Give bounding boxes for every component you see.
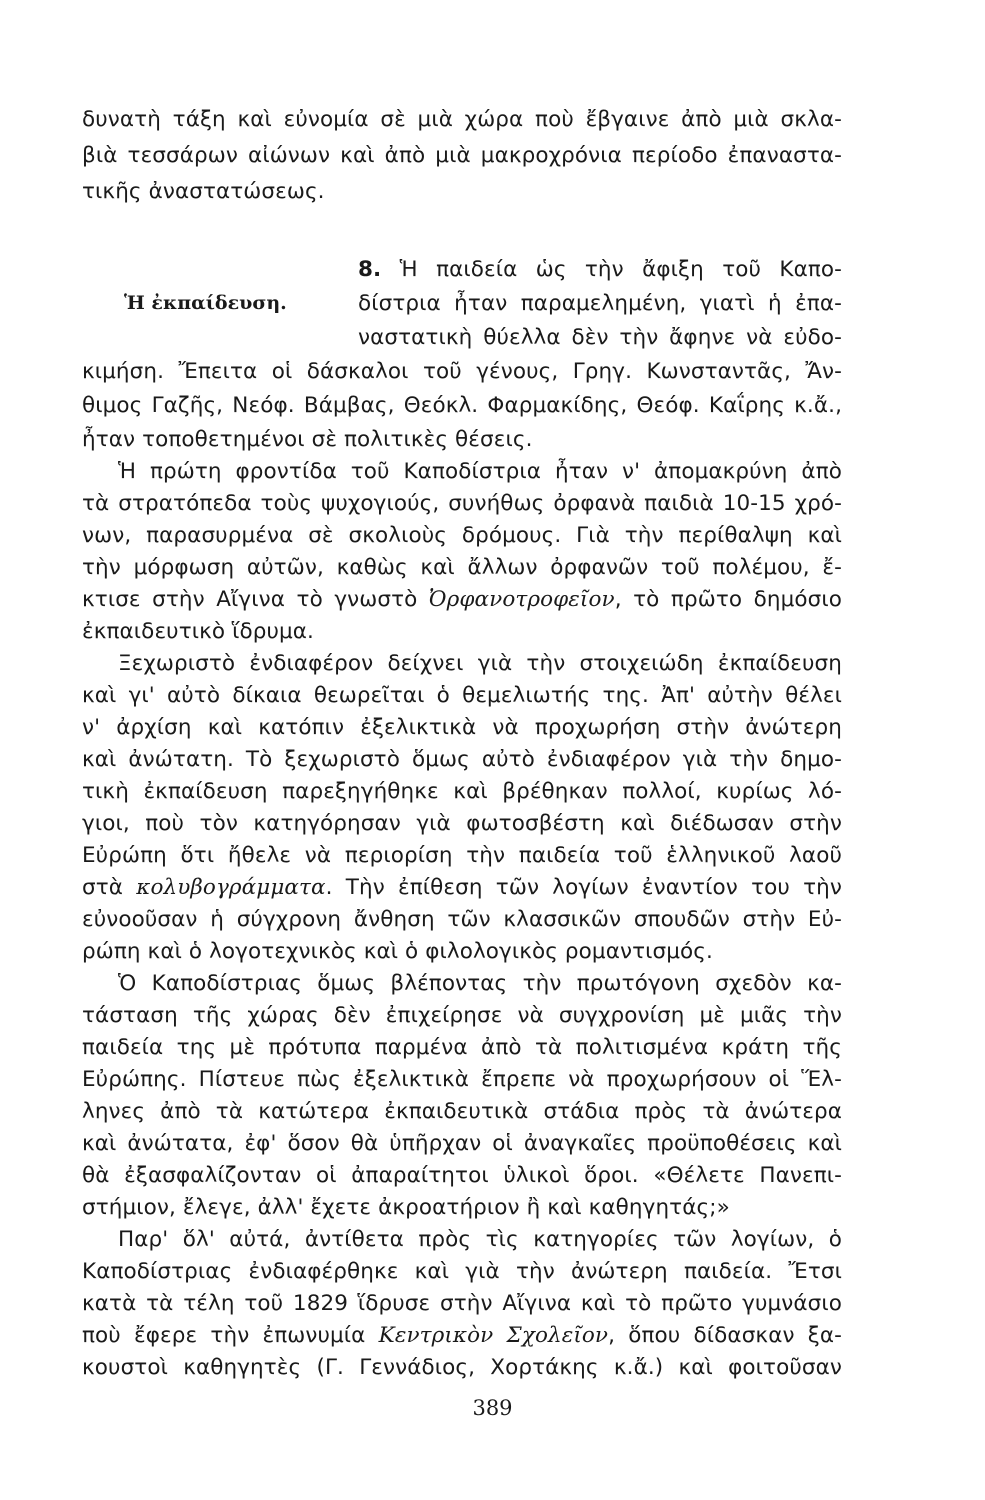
- text-span: κτισε στὴν Αἴγινα τὸ γνωστὸ: [82, 587, 418, 612]
- text-line: [82, 874, 842, 902]
- text-span: ποὺ ἔφερε τὴν ἐπωνυμία: [82, 1323, 366, 1348]
- text-line: [82, 1322, 842, 1350]
- text-line: τικὴ ἐκπαίδευση παρεξηγήθηκε καὶ βρέθηκαν πολλοί, κυρίως λό-: [82, 779, 842, 804]
- section-number: 8.: [358, 257, 382, 282]
- text-line: ναστατικὴ θύελλα δὲν τὴν ἄφηνε νὰ εὐδο-: [358, 325, 842, 350]
- text-line: [82, 1354, 842, 1382]
- page-number: 389: [472, 1396, 513, 1420]
- text-line: [82, 586, 842, 614]
- text-line: τὴν μόρφωση αὐτῶν, καθὼς καὶ ἄλλων ὀρφανῶν τοῦ πολέμου, ἔ-: [82, 555, 842, 580]
- text-line: βιὰ τεσσάρων αἰώνων καὶ ἀπὸ μιὰ μακροχρόνια περίοδο ἐπαναστα-: [82, 143, 842, 168]
- text-span: κατὰ τὰ τέλη τοῦ 1829 ἵδρυσε στὴν Αἴγινα καὶ τὸ πρῶτο γυμνάσιο: [82, 1291, 842, 1316]
- text-span: . Τὴν ἐπίθεση τῶν λογίων ἐναντίον του τὴν: [325, 875, 842, 900]
- text-line: εὐνοοῦσαν ἡ σύγχρονη ἄνθηση τῶν κλασσικῶν σπουδῶν στὴν Εὐ-: [82, 907, 842, 932]
- text-line: τάσταση τῆς χώρας δὲν ἐπιχείρησε νὰ συγχρονίση μὲ μιᾶς τὴν: [82, 1003, 842, 1028]
- side-heading: Ἡ ἐκπαίδευση.: [124, 292, 287, 314]
- italic-title: Κεντρικὸν Σχολεῖον: [378, 1323, 609, 1348]
- text-line: [82, 1290, 842, 1318]
- italic-title: Ὀρφανοτροφεῖον: [428, 587, 615, 612]
- text-line: θὰ ἐξασφαλίζονταν οἱ ἀπαραίτητοι ὑλικοὶ ὅροι. «Θέλετε Πανεπι-: [82, 1163, 842, 1188]
- text-line: στήμιον, ἔλεγε, ἀλλ' ἔχετε ἀκροατήριον ἢ καὶ καθηγητάς;»: [82, 1195, 730, 1220]
- text-line: παιδεία της μὲ πρότυπα παρμένα ἀπὸ τὰ πολιτισμένα κράτη τῆς: [82, 1035, 842, 1060]
- text-span: Καποδίστριας ἐνδιαφέρθηκε καὶ γιὰ τὴν ἀνώτερη παιδεία. Ἔτσι: [82, 1259, 842, 1284]
- text-line: ν' ἀρχίση καὶ κατόπιν ἐξελικτικὰ νὰ προχωρήση στὴν ἀνώτερη: [82, 715, 842, 740]
- text-line: [82, 1258, 842, 1286]
- text-line: τὰ στρατόπεδα τοὺς ψυχογιούς, συνήθως ὀρφανὰ παιδιὰ 10-15 χρό-: [82, 491, 842, 516]
- text-line: δίστρια ἦταν παραμελημένη, γιατὶ ἡ ἐπα-: [358, 291, 842, 316]
- paragraph-first-line: Ἡ πρώτη φροντίδα τοῦ Καποδίστρια ἦταν ν' ἀπομακρύνη ἀπὸ: [118, 459, 842, 484]
- text-line: καὶ ἀνώτατα, ἐφ' ὅσον θὰ ὑπῆρχαν οἱ ἀναγκαῖες προϋποθέσεις καὶ: [82, 1131, 842, 1156]
- text-span: στὰ: [82, 875, 124, 900]
- text-line: καὶ ἀνώτατη. Τὸ ξεχωριστὸ ὅμως αὐτὸ ἐνδιαφέρον γιὰ τὴν δημο-: [82, 747, 842, 772]
- text-line: τικῆς ἀναστατώσεως.: [82, 179, 325, 204]
- text-line: νων, παρασυρμένα σὲ σκολιοὺς δρόμους. Γιὰ τὴν περίθαλψη καὶ: [82, 523, 842, 548]
- text-line: δυνατὴ τάξη καὶ εὐνομία σὲ μιὰ χώρα ποὺ ἔβγαινε ἀπὸ μιὰ σκλα-: [82, 107, 842, 132]
- text-line: γιοι, ποὺ τὸν κατηγόρησαν γιὰ φωτοσβέστη καὶ διέδωσαν στὴν: [82, 811, 842, 836]
- paragraph-first-line: Ξεχωριστὸ ἐνδιαφέρον δείχνει γιὰ τὴν στοιχειώδη ἐκπαίδευση: [118, 651, 842, 676]
- paragraph-first-line: [118, 1226, 842, 1254]
- text-line: Εὐρώπη ὅτι ἤθελε νὰ περιορίση τὴν παιδεία τοῦ ἑλληνικοῦ λαοῦ: [82, 843, 842, 868]
- text-span: κουστοὶ καθηγητὲς (Γ. Γεννάδιος, Χορτάκης κ.ἄ.) καὶ φοιτοῦσαν: [82, 1355, 842, 1380]
- italic-term: κολυβογράμματα: [136, 875, 326, 900]
- text-span: , τὸ πρῶτο δημόσιο: [614, 587, 842, 612]
- text-line: καὶ γι' αὐτὸ δίκαια θεωρεῖται ὁ θεμελιωτής της. Ἀπ' αὐτὴν θέλει: [82, 683, 842, 708]
- text-line: ἐκπαιδευτικὸ ἵδρυμα.: [82, 619, 314, 644]
- paragraph-first-line: Ὁ Καποδίστριας ὅμως βλέποντας τὴν πρωτόγονη σχεδὸν κα-: [118, 971, 842, 996]
- text-span: , ὅπου δίδασκαν ξα-: [608, 1323, 842, 1348]
- text-line: ληνες ἀπὸ τὰ κατώτερα ἐκπαιδευτικὰ στάδια πρὸς τὰ ἀνώτερα: [82, 1099, 842, 1124]
- text-line: θιμος Γαζῆς, Νεόφ. Βάμβας, Θεόκλ. Φαρμακίδης, Θεόφ. Καΐρης κ.ἄ.,: [82, 393, 842, 418]
- text-line: κιμήση. Ἔπειτα οἱ δάσκαλοι τοῦ γένους, Γρηγ. Κωνσταντᾶς, Ἄν-: [82, 359, 842, 384]
- text-line: ρώπη καὶ ὁ λογοτεχνικὸς καὶ ὁ φιλολογικὸς ρομαντισμός.: [82, 939, 713, 964]
- text-line: ἦταν τοποθετημένοι σὲ πολιτικὲς θέσεις.: [82, 427, 533, 452]
- text-span: Παρ' ὅλ' αὐτά, ἀντίθετα πρὸς τὶς κατηγορίες τῶν λογίων, ὁ: [118, 1227, 842, 1252]
- text-line: Εὐρώπης. Πίστευε πὼς ἐξελικτικὰ ἔπρεπε νὰ προχωρήσουν οἱ Ἕλ-: [82, 1067, 842, 1092]
- section-first-line: [358, 256, 842, 284]
- text-span: Ἡ παιδεία ὡς τὴν ἄφιξη τοῦ Καπο-: [399, 257, 842, 282]
